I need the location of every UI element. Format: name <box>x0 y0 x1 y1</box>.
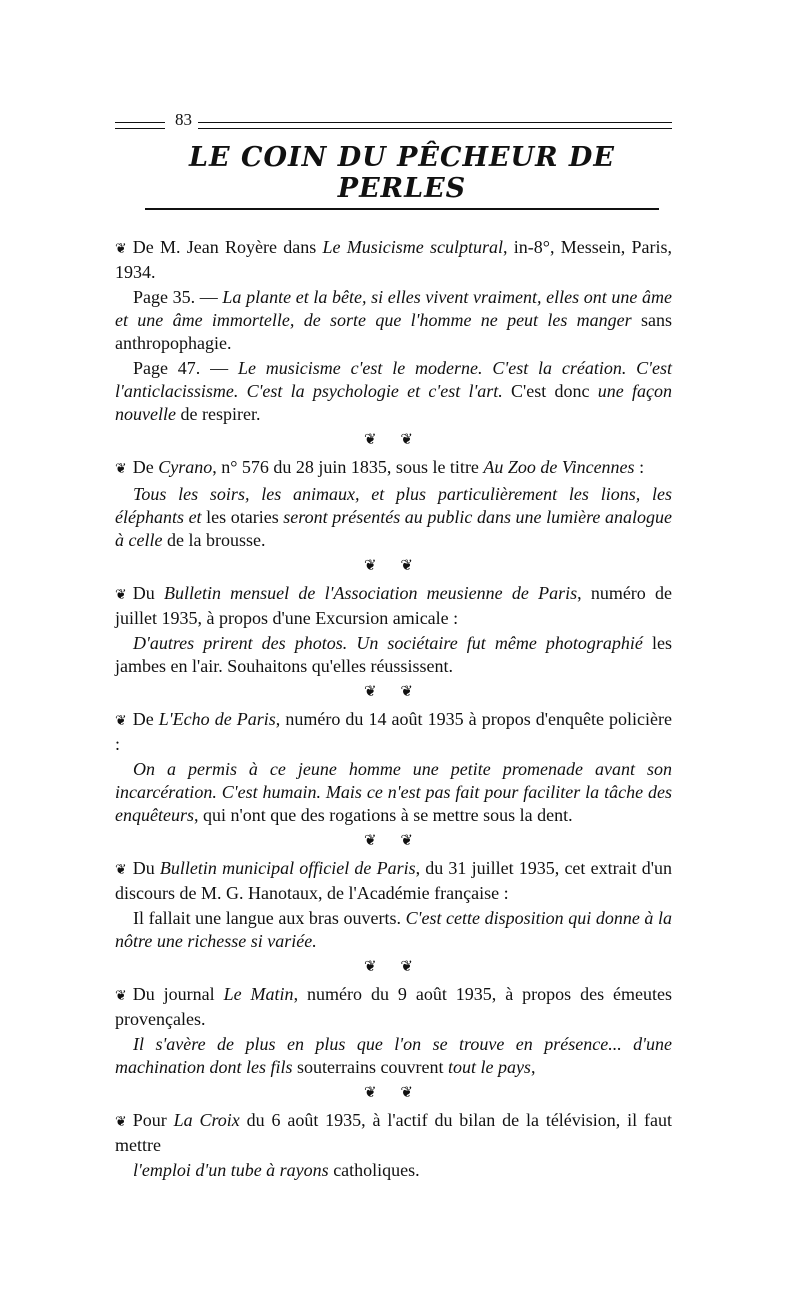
separator-fleurons: ❦ ❦ <box>364 432 423 448</box>
article-body <box>115 236 672 1182</box>
entry-intro: ❦ Du Bulletin municipal officiel de Paris, du 31 juillet 1935, cet extrait d'un discours de M. G. Hanotaux, de l'Académie française : <box>115 858 672 903</box>
fleuron-icon: ❦ <box>115 588 127 603</box>
entry-quote: D'autres prirent des photos. Un sociétaire fut même photographié les jambes en l'air. Souhaitons qu'elles réussissent. <box>115 633 672 676</box>
fleuron-icon: ❦ <box>115 989 127 1004</box>
separator-fleurons: ❦ ❦ <box>364 959 423 975</box>
header-rule-right <box>198 122 672 129</box>
entry-quote: Il fallait une langue aux bras ouverts. C'est cette disposition qui donne à la nôtre une richesse si variée. <box>115 908 672 951</box>
entry-paragraph: Page 35. — La plante et la bête, si elles vivent vraiment, elles ont une âme et une âme immortelle, de sorte que l'homme ne peut les manger sans anthropophagie. <box>115 287 672 353</box>
entry-quote: On a permis à ce jeune homme une petite promenade avant son incarcération. C'est humain. Mais ce n'est pas fait pour faciliter la tâche des enquêteurs, qui n'ont que des rogations à se mettre sous la dent. <box>115 759 672 825</box>
separator-fleurons: ❦ ❦ <box>364 833 423 849</box>
entry-paragraph: Page 47. — Le musicisme c'est le moderne. C'est la création. C'est l'anticlacissisme. C'est la psychologie et c'est l'art. C'est donc une façon nouvelle de respirer. <box>115 358 673 424</box>
entry-quote: l'emploi d'un tube à rayons catholiques. <box>133 1160 420 1180</box>
separator-fleurons: ❦ ❦ <box>364 558 423 574</box>
fleuron-icon: ❦ <box>115 462 127 477</box>
section-title: LE COIN DU PÊCHEUR DE PERLES <box>145 142 659 210</box>
entry-intro: ❦ De Cyrano, n° 576 du 28 juin 1835, sous le titre Au Zoo de Vincennes : <box>115 457 645 477</box>
page-header <box>115 108 672 132</box>
fleuron-icon: ❦ <box>115 714 127 729</box>
fleuron-icon: ❦ <box>115 242 127 257</box>
separator-fleurons: ❦ ❦ <box>364 684 423 700</box>
entry-intro: ❦ De L'Echo de Paris, numéro du 14 août 1935 à propos d'enquête policière : <box>115 709 673 754</box>
fleuron-icon: ❦ <box>115 1115 127 1130</box>
fleuron-icon: ❦ <box>115 863 127 878</box>
page <box>115 108 672 1182</box>
entry-intro: ❦ Du journal Le Matin, numéro du 9 août 1935, à propos des émeutes provençales. <box>115 984 673 1029</box>
page-number: 83 <box>175 110 192 129</box>
entry-quote: Tous les soirs, les animaux, et plus particulièrement les lions, les éléphants et les otaries seront présentés au public dans une lumière analogue à celle de la brousse. <box>115 484 672 550</box>
header-rule-left <box>115 122 165 129</box>
entry-intro: ❦ Du Bulletin mensuel de l'Association meusienne de Paris, numéro de juillet 1935, à propos d'une Excursion amicale : <box>115 583 673 628</box>
entry-intro: ❦ Pour La Croix du 6 août 1935, à l'actif du bilan de la télévision, il faut mettre <box>115 1110 672 1155</box>
entry-intro: ❦ De M. Jean Royère dans Le Musicisme sculptural, in-8°, Messein, Paris, 1934. <box>115 237 672 282</box>
separator-fleurons: ❦ ❦ <box>364 1085 423 1101</box>
entry-quote: Il s'avère de plus en plus que l'on se trouve en présence... d'une machination dont les fils souterrains couvrent tout le pays, <box>115 1034 672 1077</box>
